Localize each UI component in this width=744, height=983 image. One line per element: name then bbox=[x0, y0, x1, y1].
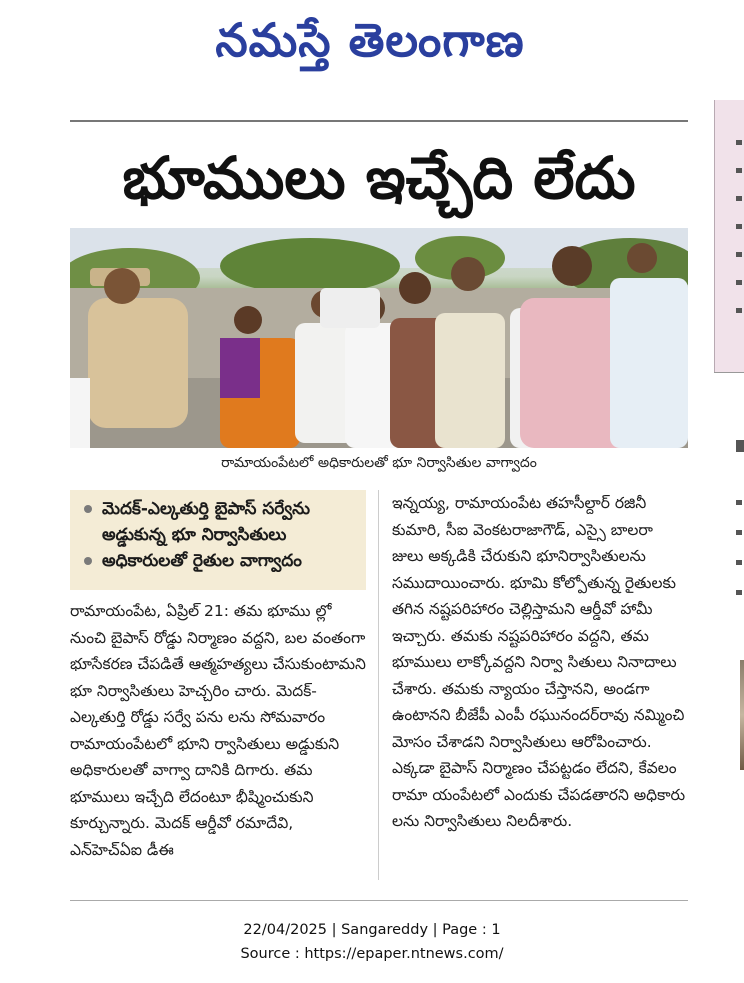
adjacent-text-fragment bbox=[736, 308, 742, 313]
adjacent-text-fragment bbox=[736, 590, 742, 595]
body-paragraph: ఇన్నయ్య, రామాయంపేట తహసీల్దార్ రజినీ కుమారి, సీఐ వెంకటరాజాగౌడ్, ఎస్సై బాలరా జులు అక్కడికి చేరుకుని భూనిర్వాసితులను సముదాయించారు. భూమి కోల్పోతున్న రైతులకు తగిన నష్టపరిహారం చెల్లిస్తామని ఆర్డీవో హామీ ఇచ్చారు. తమకు నష్టపరిహారం వద్దని, తమ భూములు లాక్కోవద్దని నిర్వా సితులు నినాదాలు చేశారు. తమకు న్యాయం చేస్తానని, అండగా ఉంటానని బీజేపీ ఎంపీ రఘునందర్‌రావు నమ్మించి మోసం చేశాడని నిర్వాసితులు ఆరోపించారు. ఎక్కడా బైపాస్ నిర్మాణం చేపట్టడం లేదని, కేవలం రామా యంపేటలో ఎందుకు చేపడతారని అధికారు లను నిర్వాసితులు నిలదీశారు. bbox=[392, 494, 686, 830]
article-body-right-column bbox=[392, 490, 688, 835]
masthead-divider bbox=[70, 120, 688, 122]
highlight-item bbox=[82, 548, 360, 574]
article-headline: భూములు ఇచ్చేది లేదు bbox=[122, 144, 636, 212]
article-body-left-column bbox=[70, 598, 366, 863]
source-link[interactable]: Source : https://epaper.ntnews.com/ bbox=[240, 946, 504, 962]
edition-info: 22/04/2025 | Sangareddy | Page : 1 bbox=[243, 922, 501, 938]
highlight-text: అధికారులతో రైతుల వాగ్వాదం bbox=[102, 551, 302, 571]
adjacent-divider bbox=[714, 372, 744, 373]
newspaper-masthead: నమస్తే తెలంగాణ bbox=[215, 13, 525, 67]
photo-caption: రామాయంపేటలో అధికారులతో భూ నిర్వాసితుల వాగ్వాదం bbox=[221, 455, 537, 471]
adjacent-article-strip bbox=[714, 100, 744, 900]
adjacent-text-fragment bbox=[736, 140, 742, 145]
highlight-item bbox=[82, 496, 360, 548]
bullet-dot-icon bbox=[84, 557, 92, 565]
highlight-text: మెదక్-ఎల్కతుర్తి బైపాస్ సర్వేను అడ్డుకున్న భూ నిర్వాసితులు bbox=[102, 499, 310, 545]
adjacent-text-fragment bbox=[736, 440, 744, 452]
photo-scene bbox=[70, 228, 688, 448]
adjacent-photo bbox=[740, 660, 744, 770]
footer-divider bbox=[70, 900, 688, 901]
adjacent-text-fragment bbox=[736, 196, 742, 201]
bullet-dot-icon bbox=[84, 505, 92, 513]
adjacent-text-fragment bbox=[736, 560, 742, 565]
article-photo bbox=[70, 228, 688, 448]
adjacent-text-fragment bbox=[736, 530, 742, 535]
adjacent-text-fragment bbox=[736, 168, 742, 173]
adjacent-text-fragment bbox=[736, 280, 742, 285]
adjacent-text-fragment bbox=[736, 252, 742, 257]
column-divider bbox=[378, 490, 379, 880]
adjacent-text-fragment bbox=[736, 500, 742, 505]
adjacent-text-fragment bbox=[736, 224, 742, 229]
highlights-box bbox=[70, 490, 366, 590]
body-paragraph: రామాయంపేట, ఏప్రిల్ 21: తమ భూము ల్లో నుంచి బైపాస్ రోడ్డు నిర్మాణం వద్దని, బల వంతంగా భూసేకరణ చేపడితే ఆత్మహత్యలు చేసుకుంటామని భూ నిర్వాసితులు హెచ్చరిం చారు. మెదక్-ఎల్కతుర్తి రోడ్డు సర్వే పను లను సోమవారం రామాయంపేటలో భూని ర్వాసితులు అడ్డుకుని అధికారులతో వాగ్వా దానికి దిగారు. తమ భూములు ఇచ్చేది లేదంటూ భీష్మించుకుని కూర్చున్నారు. మెదక్ ఆర్డీవో రమాదేవి, ఎన్‌హెచ్‌ఏఐ డీఈ bbox=[70, 602, 366, 859]
page-footer bbox=[0, 918, 744, 966]
